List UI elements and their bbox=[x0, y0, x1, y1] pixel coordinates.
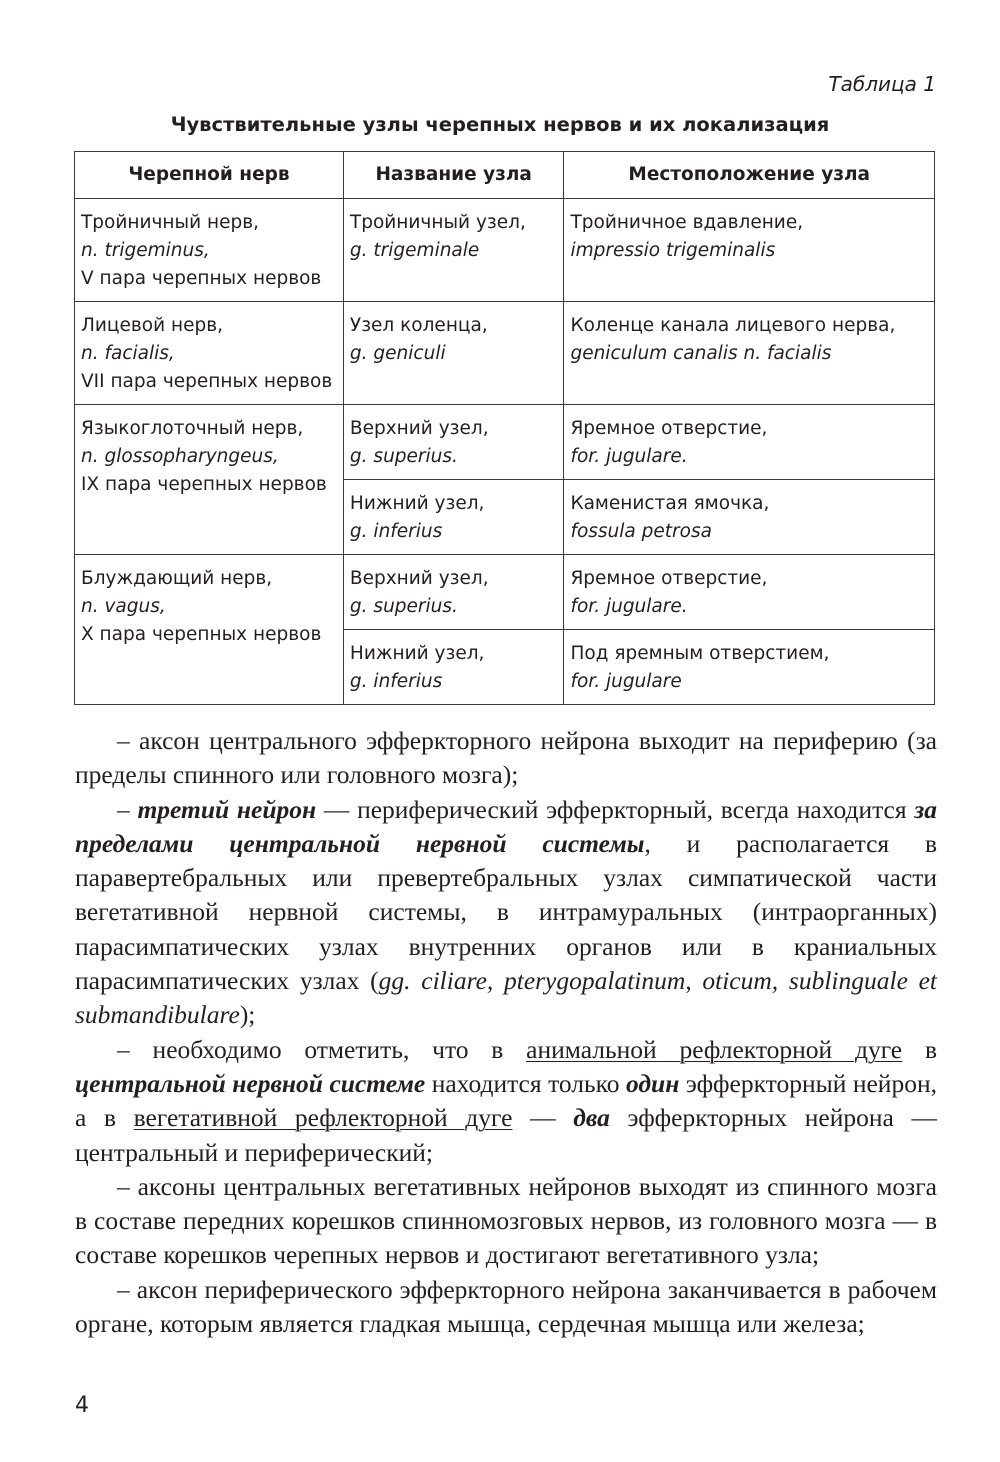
nerve-pair: V пара черепных нервов bbox=[81, 268, 322, 289]
nerve-name: Тройничный нерв, bbox=[81, 212, 260, 233]
nerve-cell bbox=[75, 555, 344, 705]
paragraph-text: – аксон центрального эфферкторного нейрона выходит на периферию (за пределы спинного или головного мозга); bbox=[75, 726, 937, 790]
ganglion-name: Нижний узел, bbox=[349, 493, 485, 514]
nerve-pair: VII пара черепных нервов bbox=[81, 371, 333, 392]
paragraph-text: — bbox=[512, 1103, 574, 1133]
ganglion-location-cell bbox=[564, 405, 935, 480]
location-name: Каменистая ямочка, bbox=[570, 493, 770, 514]
paragraph bbox=[75, 1033, 937, 1170]
ganglion-latin: g. inferius bbox=[349, 521, 443, 542]
phrase-emphasis: центральной нервной системе bbox=[75, 1068, 426, 1098]
nerve-cell bbox=[75, 302, 344, 405]
ganglion-name-cell bbox=[343, 555, 564, 630]
table-title: Чувствительные узлы черепных нервов и их локализация bbox=[170, 113, 830, 136]
ganglion-latin: g. inferius bbox=[349, 671, 443, 692]
header-ganglion-location: Местоположение узла bbox=[564, 152, 935, 199]
table-row bbox=[75, 405, 935, 480]
paragraph-text: – аксон периферического эфферкторного нейрона заканчивается в рабочем органе, которым является гладкая мышца, сердечная мышца или железа; bbox=[75, 1274, 937, 1339]
ganglia-table bbox=[74, 151, 935, 705]
underlined-phrase: анимальной рефлекторной дуге bbox=[526, 1034, 903, 1064]
word-emphasis: два bbox=[573, 1103, 610, 1133]
paragraph-text: , и располагается в паравертебральных или превертебральных узлах симпатической части вегетативной нервной системы, в интрамуральных (интраорганных) парасимпатических узлах внутренних органов или в краниальных парасимпатических узлах ( bbox=[75, 828, 937, 996]
paragraph-text: — периферический эфферкторный, всегда находится bbox=[316, 794, 915, 824]
paragraph-text: эфферкторный нейрон, а в bbox=[75, 1068, 937, 1133]
nerve-pair: IX пара черепных нервов bbox=[81, 474, 327, 495]
page-number: 4 bbox=[75, 1393, 89, 1418]
ganglion-name: Тройничный узел, bbox=[349, 212, 526, 233]
paragraph bbox=[75, 1170, 937, 1273]
ganglion-name-cell bbox=[343, 630, 564, 705]
ganglion-latin: g. trigeminale bbox=[349, 240, 480, 261]
ganglion-name: Верхний узел, bbox=[349, 418, 489, 439]
ganglion-name: Узел коленца, bbox=[349, 315, 488, 336]
nerve-latin: n. trigeminus, bbox=[81, 240, 210, 261]
paragraph-text: – аксоны центральных вегетативных нейронов выходят из спинного мозга в составе передних корешков спинномозговых нервов, из головного мозга — в составе корешков черепных нервов и достигают вегетативного узла; bbox=[75, 1171, 937, 1270]
ganglion-name-cell bbox=[343, 480, 564, 555]
paragraph-text: в bbox=[902, 1034, 937, 1064]
paragraph bbox=[75, 793, 937, 1033]
nerve-latin: n. glossopharyngeus, bbox=[81, 446, 279, 467]
nerve-name: Языкоглоточный нерв, bbox=[81, 418, 304, 439]
table-row bbox=[75, 555, 935, 630]
location-name: Тройничное вдавление, bbox=[570, 212, 804, 233]
location-latin: for. jugulare bbox=[570, 671, 682, 692]
header-ganglion-name: Название узла bbox=[343, 152, 564, 199]
paragraph bbox=[75, 1273, 937, 1342]
ganglion-latin: g. geniculi bbox=[349, 343, 446, 364]
paragraph-text: эфферкторных нейрона — центральный и периферический; bbox=[75, 1103, 937, 1167]
paragraph-text: находится только bbox=[425, 1068, 626, 1098]
paragraph bbox=[75, 724, 937, 793]
location-latin: fossula petrosa bbox=[570, 521, 712, 542]
ganglion-name: Верхний узел, bbox=[349, 568, 489, 589]
ganglion-latin: g. superius. bbox=[349, 596, 458, 617]
nerve-cell bbox=[75, 199, 344, 302]
ganglion-location-cell bbox=[564, 480, 935, 555]
location-name: Яремное отверстие, bbox=[570, 568, 768, 589]
ganglion-location-cell bbox=[564, 630, 935, 705]
nerve-latin: n. facialis, bbox=[81, 343, 175, 364]
ganglion-name-cell bbox=[343, 199, 564, 302]
location-latin: for. jugulare. bbox=[570, 596, 688, 617]
location-latin: impressio trigeminalis bbox=[570, 240, 776, 261]
paragraph-text: – необходимо отметить, что в bbox=[117, 1034, 527, 1064]
latin-terms: gg. ciliare, pterygopalatinum, oticum, sublinguale et submandibulare bbox=[75, 966, 938, 1030]
table-row bbox=[75, 302, 935, 405]
ganglion-name: Нижний узел, bbox=[349, 643, 485, 664]
location-name: Яремное отверстие, bbox=[570, 418, 768, 439]
header-cranial-nerve: Черепной нерв bbox=[75, 152, 344, 199]
ganglion-location-cell bbox=[564, 555, 935, 630]
body-text bbox=[75, 724, 937, 1341]
paragraph-text: ); bbox=[239, 1000, 256, 1030]
ganglion-name-cell bbox=[343, 302, 564, 405]
table-header-row bbox=[75, 152, 935, 199]
nerve-name: Блуждающий нерв, bbox=[81, 568, 273, 589]
nerve-cell bbox=[75, 405, 344, 555]
nerve-latin: n. vagus, bbox=[81, 596, 166, 617]
table-caption: Таблица 1 bbox=[828, 72, 936, 96]
ganglion-location-cell bbox=[564, 302, 935, 405]
nerve-pair: X пара черепных нервов bbox=[81, 624, 322, 645]
underlined-phrase: вегетативной рефлекторной дуге bbox=[133, 1103, 513, 1133]
ganglion-latin: g. superius. bbox=[349, 446, 458, 467]
location-name: Под яремным отверстием, bbox=[570, 643, 830, 664]
term-emphasis: третий нейрон bbox=[137, 794, 317, 824]
nerve-name: Лицевой нерв, bbox=[81, 315, 224, 336]
dash: – bbox=[117, 794, 138, 824]
ganglion-location-cell bbox=[564, 199, 935, 302]
word-emphasis: один bbox=[625, 1068, 680, 1098]
location-latin: for. jugulare. bbox=[570, 446, 688, 467]
ganglion-name-cell bbox=[343, 405, 564, 480]
table-row bbox=[75, 199, 935, 302]
location-name: Коленце канала лицевого нерва, bbox=[570, 315, 896, 336]
phrase-emphasis: за пределами центральной нервной системы bbox=[75, 794, 937, 858]
location-latin: geniculum canalis n. facialis bbox=[570, 343, 832, 364]
